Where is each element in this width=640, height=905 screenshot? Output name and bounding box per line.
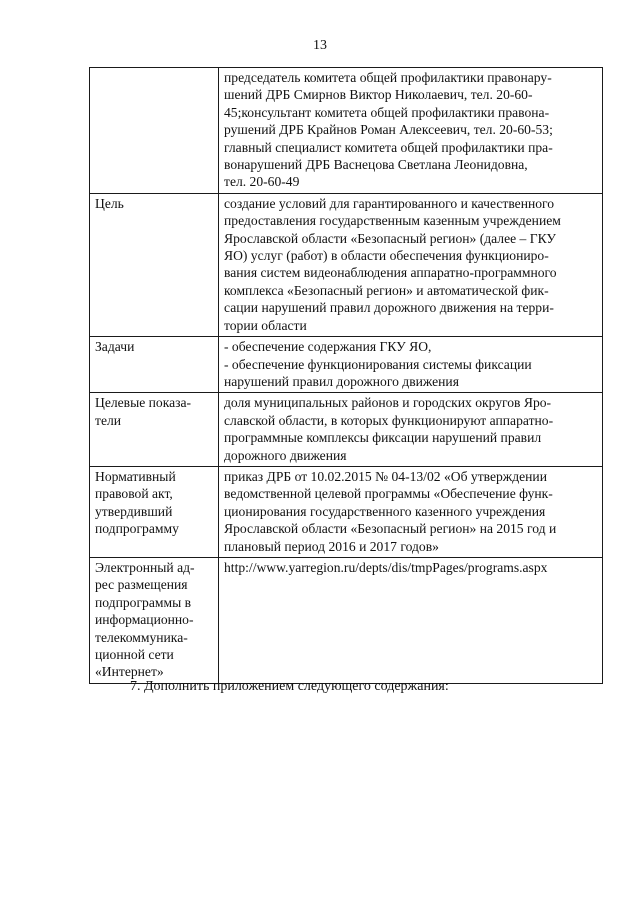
row-label-line: ционной сети bbox=[95, 647, 174, 662]
row-value-cell bbox=[219, 393, 603, 467]
row-value-line: Ярославской области «Безопасный регион» на 2015 год и bbox=[224, 521, 557, 537]
row-value-line: председатель комитета общей профилактики правонару- bbox=[224, 70, 552, 85]
row-value-line: 45;консультант комитета общей профилактики правона- bbox=[224, 104, 550, 120]
row-value-line: тел. 20-60-49 bbox=[224, 174, 300, 190]
row-label-line: утвердивший bbox=[95, 503, 173, 519]
row-value-cell bbox=[219, 466, 603, 557]
table-row bbox=[90, 393, 603, 467]
row-value-line: тории области bbox=[224, 317, 307, 333]
row-label-cell bbox=[90, 193, 219, 336]
row-label-line: Целевые показа- bbox=[95, 395, 192, 411]
row-label-line: Нормативный bbox=[95, 468, 176, 484]
row-value-line: нарушений правил дорожного движения bbox=[224, 373, 459, 389]
table-row bbox=[90, 68, 603, 194]
row-value-line: создание условий для гарантированного и качественного bbox=[224, 195, 555, 211]
row-label-line: рес размещения bbox=[95, 577, 188, 593]
row-value-line: - обеспечение функционирования системы фиксации bbox=[224, 356, 532, 372]
row-label-cell bbox=[90, 393, 219, 467]
row-label-line: «Интернет» bbox=[95, 664, 164, 680]
row-value-cell bbox=[219, 68, 603, 194]
row-value-line: шений ДРБ Смирнов Виктор Николаевич, тел. 20-60- bbox=[224, 87, 533, 103]
closing-paragraph: 7. Дополнить приложением следующего содержания: bbox=[130, 679, 449, 694]
row-value-line: вания систем видеонаблюдения аппаратно-программного bbox=[224, 265, 557, 281]
row-value-line: рушений ДРБ Крайнов Роман Алексеевич, тел. 20-60-53; bbox=[224, 122, 553, 138]
table-body bbox=[90, 68, 603, 684]
row-label-line: Цель bbox=[95, 195, 124, 211]
row-value-line: программные комплексы фиксации нарушений правил bbox=[224, 430, 542, 446]
row-value-line: сации нарушений правил дорожного движения на терри- bbox=[224, 300, 554, 316]
row-value-line: Ярославской области «Безопасный регион» (далее – ГКУ bbox=[224, 230, 557, 246]
row-value-line: плановый период 2016 и 2017 годов» bbox=[224, 538, 439, 554]
table-row bbox=[90, 337, 603, 393]
row-label-line: правовой акт, bbox=[95, 486, 173, 502]
row-value-line: ведомственной целевой программы «Обеспечение функ- bbox=[224, 486, 553, 502]
table-row bbox=[90, 557, 603, 683]
row-value-line: доля муниципальных районов и городских округов Яро- bbox=[224, 395, 552, 411]
row-value-line: - обеспечение содержания ГКУ ЯО, bbox=[224, 339, 432, 355]
row-value-line: предоставления государственным казенным учреждением bbox=[224, 213, 561, 229]
row-value-line: дорожного движения bbox=[224, 447, 347, 463]
row-value-line: главный специалист комитета общей профилактики пра- bbox=[224, 139, 553, 155]
row-label-line: Задачи bbox=[95, 339, 135, 355]
row-label-line: подпрограммы в bbox=[95, 594, 192, 610]
row-label-cell bbox=[90, 466, 219, 557]
row-value-line: приказ ДРБ от 10.02.2015 № 04-13/02 «Об утверждении bbox=[224, 468, 547, 484]
row-value-line: http://www.yarregion.ru/depts/dis/tmpPages/programs.aspx bbox=[224, 559, 548, 575]
subprogram-passport-table bbox=[89, 67, 603, 684]
row-value-line: комплекса «Безопасный регион» и автоматической фик- bbox=[224, 282, 549, 298]
row-label-line: тели bbox=[95, 412, 122, 428]
row-label-line: телекоммуника- bbox=[95, 629, 188, 645]
row-label-cell bbox=[90, 68, 219, 194]
row-value-line: ЯО) услуг (работ) в области обеспечения функционирo- bbox=[224, 248, 549, 264]
row-value-line: вонарушений ДРБ Васнецова Светлана Леонидовна, bbox=[224, 157, 528, 173]
page-number: 13 bbox=[313, 38, 327, 53]
row-label-line: подпрограмму bbox=[95, 521, 179, 537]
table-row bbox=[90, 466, 603, 557]
row-value-line: славской области, в которых функционируют аппаратно- bbox=[224, 412, 554, 428]
row-value-cell bbox=[219, 337, 603, 393]
table-row bbox=[90, 193, 603, 336]
row-value-line: ционирования государственного казенного учреждения bbox=[224, 503, 546, 519]
row-label-line: Электронный ад- bbox=[95, 559, 195, 575]
row-label-cell bbox=[90, 557, 219, 683]
row-value-cell bbox=[219, 557, 603, 683]
row-label-cell bbox=[90, 337, 219, 393]
row-label-line: информационно- bbox=[95, 612, 194, 628]
row-value-cell bbox=[219, 193, 603, 336]
